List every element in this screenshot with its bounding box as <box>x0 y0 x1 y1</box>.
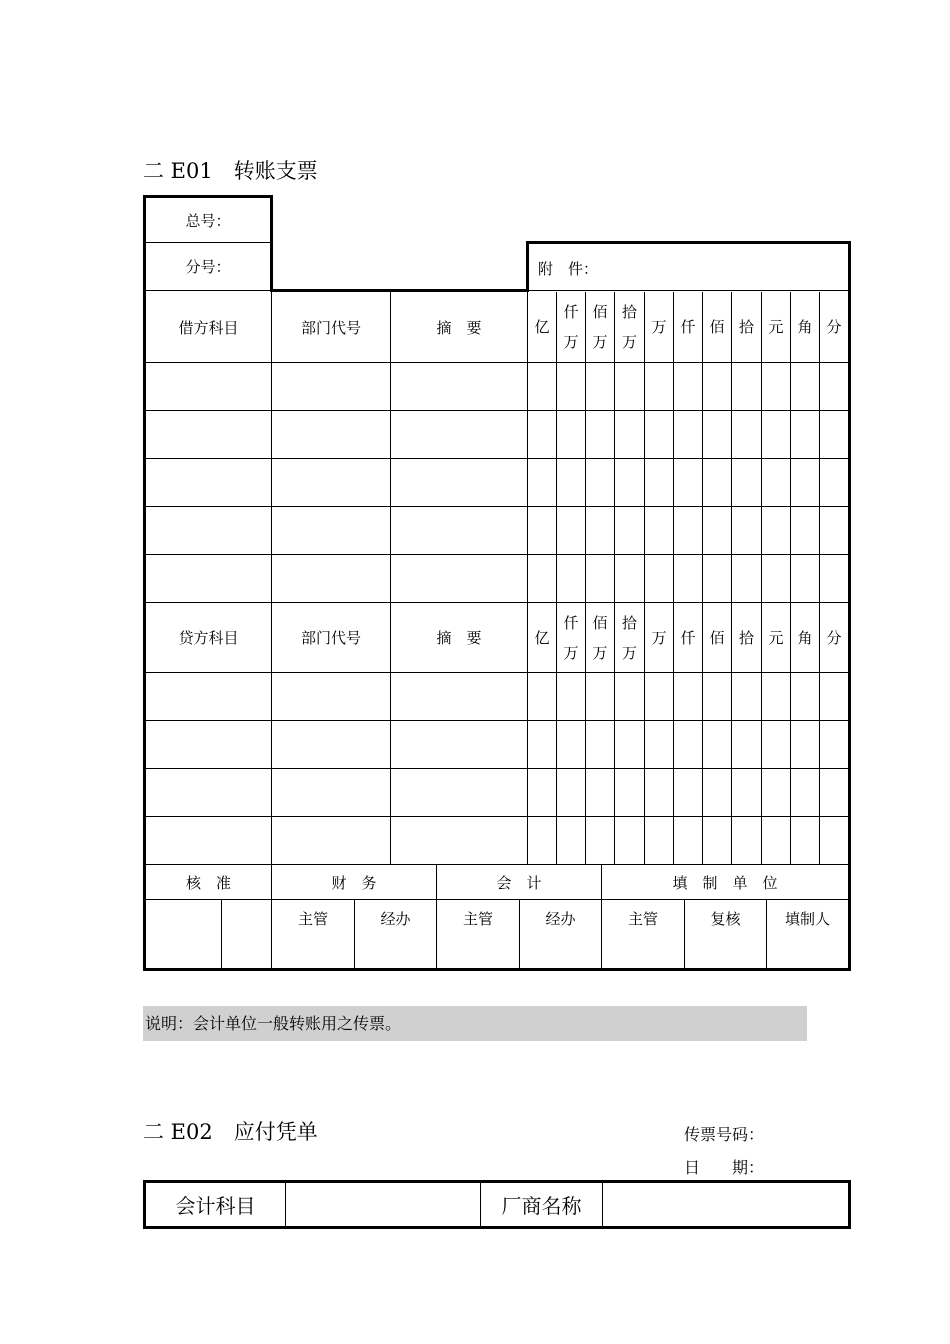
digit-header: 佰 万 <box>592 613 608 662</box>
digit-header: 仟 万 <box>563 303 579 351</box>
digit-header: 仟 <box>680 628 696 647</box>
digit-header: 角 <box>797 318 813 336</box>
digit-header: 佰 <box>709 318 725 336</box>
voucher-number-label: 传票号码： <box>684 1125 765 1144</box>
digit-header: 拾 <box>738 318 754 336</box>
digit-header: 元 <box>768 628 784 647</box>
digit-header: 角 <box>797 628 813 647</box>
form2-title: 二 E02 应付凭单 <box>143 1120 318 1144</box>
vendor-name-label: 厂商名称 <box>501 1194 582 1218</box>
digit-header: 拾 万 <box>621 613 637 662</box>
digit-header: 佰 万 <box>592 303 608 351</box>
approve-label: 核 准 <box>185 873 231 892</box>
digit-header: 万 <box>651 318 667 336</box>
credit-summary-header: 摘 要 <box>436 629 482 647</box>
total-number-label: 总号： <box>185 211 231 230</box>
digit-header: 亿 <box>534 628 550 647</box>
credit-dept-code-header: 部门代号 <box>300 629 361 647</box>
date-label: 日 期： <box>684 1158 765 1177</box>
prep-preparer-label: 填制人 <box>784 909 830 928</box>
debit-summary-header: 摘 要 <box>436 318 482 337</box>
digit-header: 仟 万 <box>563 613 579 662</box>
digit-header: 拾 <box>738 628 754 647</box>
prep-unit-label: 填 制 单 位 <box>672 873 778 892</box>
accounting-handler-label: 经办 <box>545 909 576 928</box>
digit-header: 万 <box>651 628 667 647</box>
credit-account-header: 贷方科目 <box>178 629 239 647</box>
finance-label: 财 务 <box>331 873 377 892</box>
finance-supervisor-label: 主管 <box>297 909 328 928</box>
digit-header: 拾 万 <box>621 303 637 351</box>
accounting-supervisor-label: 主管 <box>462 909 493 928</box>
note-text: 说明：会计单位一般转账用之传票。 <box>143 1006 807 1041</box>
prep-reviewer-label: 复核 <box>710 909 741 928</box>
digit-header: 仟 <box>680 318 696 336</box>
debit-account-header: 借方科目 <box>178 318 239 337</box>
digit-header: 分 <box>826 628 842 647</box>
accounting-label: 会 计 <box>496 873 542 892</box>
digit-header: 分 <box>826 318 842 336</box>
account-label: 会计科目 <box>175 1194 256 1218</box>
digit-header: 佰 <box>709 628 725 647</box>
finance-handler-label: 经办 <box>380 909 411 928</box>
digit-header: 亿 <box>534 318 550 336</box>
form1-title: 二 E01 转账支票 <box>143 159 318 183</box>
sub-number-label: 分号： <box>185 258 231 276</box>
prep-supervisor-label: 主管 <box>627 909 658 928</box>
attachment-label: 附 件： <box>538 260 599 278</box>
debit-dept-code-header: 部门代号 <box>300 318 361 337</box>
digit-header: 元 <box>768 318 784 336</box>
